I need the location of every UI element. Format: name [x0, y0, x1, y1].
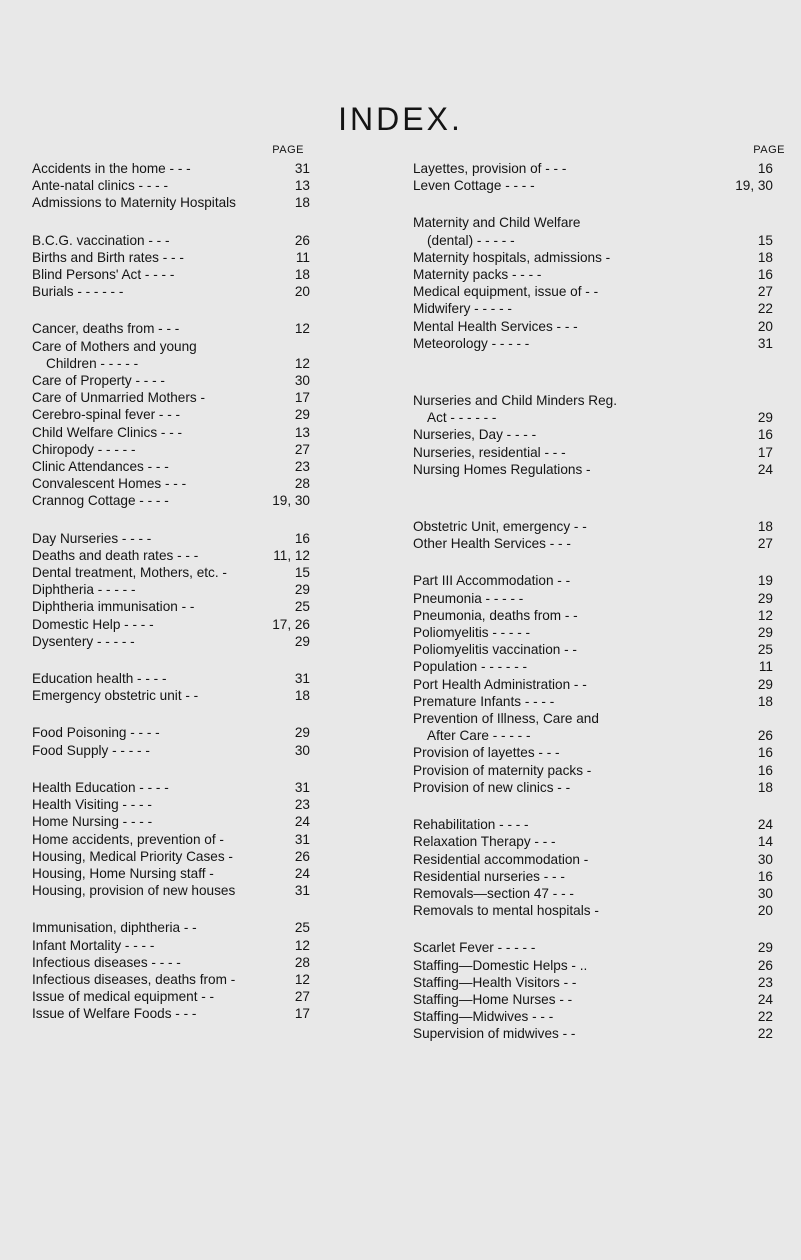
entry-page-number: 16 — [757, 267, 773, 283]
entry-text: Infant Mortality - - - - — [32, 937, 155, 953]
section-gap — [32, 759, 392, 779]
index-entry — [32, 564, 392, 581]
entry-page-number: 22 — [757, 301, 773, 317]
section-gap — [413, 372, 785, 392]
section-gap — [413, 194, 785, 214]
index-entry — [32, 283, 392, 300]
entry-text: Scarlet Fever - - - - - — [413, 940, 536, 956]
entry-page-number: 29 — [294, 725, 310, 741]
index-entry — [413, 641, 785, 658]
index-entry — [413, 444, 785, 461]
entry-page-number: 18 — [757, 519, 773, 535]
entry-page-number: 23 — [294, 459, 310, 475]
entry-page-number: 15 — [757, 232, 773, 248]
index-entry — [32, 249, 392, 266]
entry-page-number: 17 — [294, 1006, 310, 1022]
index-entry — [32, 670, 392, 687]
entry-text: Maternity and Child Welfare — [413, 215, 581, 231]
entry-text: Meteorology - - - - - — [413, 335, 530, 351]
index-entry — [413, 160, 785, 177]
section-gap — [32, 212, 392, 232]
entry-page-number: 25 — [294, 920, 310, 936]
entry-page-number: 29 — [757, 676, 773, 692]
entry-text: Removals to mental hospitals - — [413, 903, 599, 919]
index-entry — [32, 796, 392, 813]
index-entry — [32, 971, 392, 988]
index-entry — [413, 851, 785, 868]
entry-page-number: 24 — [757, 991, 773, 1007]
entry-text: Premature Infants - - - - — [413, 693, 555, 709]
entry-text: Clinic Attendances - - - — [32, 459, 169, 475]
index-entry — [413, 833, 785, 850]
index-entry — [32, 160, 392, 177]
entry-text: Chiropody - - - - - — [32, 441, 136, 457]
index-entry — [413, 744, 785, 761]
entry-text: Port Health Administration - - — [413, 676, 587, 692]
entry-page-number: 27 — [294, 441, 310, 457]
entry-page-number: 15 — [294, 565, 310, 581]
entry-text: Infectious diseases - - - - — [32, 954, 181, 970]
entry-page-number: 30 — [757, 851, 773, 867]
entry-page-number: 31 — [294, 671, 310, 687]
entry-page-number: 24 — [294, 865, 310, 881]
entry-text: Dental treatment, Mothers, etc. - — [32, 565, 227, 581]
entry-text: Part III Accommodation - - — [413, 573, 571, 589]
entry-text: Removals—section 47 - - - — [413, 885, 574, 901]
index-entry — [32, 424, 392, 441]
index-entry — [32, 633, 392, 650]
entry-text: Staffing—Home Nurses - - — [413, 991, 573, 1007]
index-entry — [413, 779, 785, 796]
entry-page-number: 18 — [294, 688, 310, 704]
entry-text: Issue of medical equipment - - — [32, 989, 215, 1005]
index-entry — [413, 658, 785, 675]
entry-page-number: 18 — [757, 779, 773, 795]
entry-page-number: 31 — [294, 883, 310, 899]
entry-page-number: 30 — [757, 885, 773, 901]
entry-text: Provision of new clinics - - — [413, 779, 571, 795]
index-entry — [32, 724, 392, 741]
index-entry — [32, 320, 392, 337]
entry-text: Cancer, deaths from - - - — [32, 321, 180, 337]
index-entry — [413, 974, 785, 991]
index-entry — [413, 1025, 785, 1042]
left-column — [32, 140, 392, 1023]
entry-page-number: 28 — [294, 476, 310, 492]
entry-text: Domestic Help - - - - — [32, 616, 154, 632]
entry-page-number: 16 — [757, 745, 773, 761]
entry-page-number: 17, 26 — [272, 616, 310, 632]
index-entry — [413, 676, 785, 693]
entry-page-number: 24 — [757, 817, 773, 833]
entry-page-number: 27 — [294, 989, 310, 1005]
entry-page-number: 29 — [757, 410, 773, 426]
section-gap — [32, 899, 392, 919]
index-entry — [413, 461, 785, 478]
entry-page-number: 24 — [757, 461, 773, 477]
index-entry — [413, 991, 785, 1008]
entry-text: Prevention of Illness, Care and — [413, 711, 599, 727]
entry-page-number: 30 — [294, 742, 310, 758]
entry-page-number: 29 — [757, 625, 773, 641]
section-gap — [32, 650, 392, 670]
entry-text: Burials - - - - - - — [32, 284, 124, 300]
index-entry — [32, 232, 392, 249]
entry-text: Staffing—Domestic Helps - .. — [413, 957, 588, 973]
index-entry — [32, 581, 392, 598]
left-entries — [32, 160, 392, 1023]
entry-page-number: 19, 30 — [735, 178, 773, 194]
entry-text: Relaxation Therapy - - - — [413, 834, 556, 850]
index-entry — [32, 194, 392, 211]
entry-text: Accidents in the home - - - — [32, 161, 191, 176]
page-title: INDEX. — [338, 101, 463, 138]
index-entry — [413, 409, 785, 426]
entry-page-number: 19, 30 — [272, 493, 310, 509]
index-entry — [32, 547, 392, 564]
entry-page-number: 12 — [294, 355, 310, 371]
index-entry — [413, 624, 785, 641]
entry-page-number: 23 — [757, 974, 773, 990]
index-entry — [413, 518, 785, 535]
entry-text: Nurseries, residential - - - — [413, 444, 566, 460]
entry-text: Other Health Services - - - — [413, 536, 571, 552]
entry-page-number: 23 — [294, 797, 310, 813]
entry-text: Pneumonia, deaths from - - — [413, 607, 578, 623]
entry-page-number: 16 — [757, 427, 773, 443]
entry-page-number: 29 — [294, 633, 310, 649]
entry-text: Issue of Welfare Foods - - - — [32, 1006, 197, 1022]
entry-page-number: 31 — [294, 779, 310, 795]
entry-page-number: 31 — [294, 161, 310, 176]
entry-text: Midwifery - - - - - — [413, 301, 512, 317]
entry-page-number: 11 — [295, 249, 310, 265]
entry-page-number: 18 — [757, 693, 773, 709]
entry-text: B.C.G. vaccination - - - — [32, 232, 170, 248]
index-entry — [32, 372, 392, 389]
entry-text: Immunisation, diphtheria - - — [32, 920, 197, 936]
entry-page-number: 16 — [757, 762, 773, 778]
index-entry — [32, 742, 392, 759]
entry-text: Obstetric Unit, emergency - - — [413, 519, 587, 535]
index-entry — [413, 1008, 785, 1025]
index-entry — [413, 816, 785, 833]
entry-text: Pneumonia - - - - - — [413, 590, 524, 606]
index-entry — [413, 249, 785, 266]
entry-text: Medical equipment, issue of - - — [413, 284, 599, 300]
entry-text: Nurseries and Child Minders Reg. — [413, 393, 617, 409]
index-entry — [32, 919, 392, 936]
entry-text: Staffing—Health Visitors - - — [413, 974, 577, 990]
index-entry — [32, 338, 392, 355]
entry-text: Layettes, provision of - - - — [413, 161, 567, 176]
entry-page-number: 18 — [757, 249, 773, 265]
entry-page-number: 13 — [294, 178, 310, 194]
entry-text: Dysentery - - - - - — [32, 633, 135, 649]
entry-page-number: 12 — [294, 971, 310, 987]
entry-text: Cerebro-spinal fever - - - — [32, 407, 181, 423]
entry-page-number: 12 — [294, 321, 310, 337]
entry-text: Diphtheria immunisation - - — [32, 599, 195, 615]
entry-text: Emergency obstetric unit - - — [32, 688, 199, 704]
index-entry — [32, 441, 392, 458]
entry-page-number: 12 — [294, 937, 310, 953]
entry-page-number: 18 — [294, 195, 310, 211]
index-entry — [413, 392, 785, 409]
right-entries — [413, 160, 785, 1043]
entry-text: Care of Property - - - - — [32, 373, 165, 389]
entry-text: Convalescent Homes - - - — [32, 476, 187, 492]
index-entry — [413, 335, 785, 352]
entry-page-number: 20 — [294, 284, 310, 300]
index-entry — [32, 389, 392, 406]
entry-text: Ante-natal clinics - - - - — [32, 178, 168, 194]
entry-text: Children - - - - - — [46, 355, 139, 371]
entry-text: Home Nursing - - - - — [32, 814, 153, 830]
entry-text: Maternity packs - - - - — [413, 267, 542, 283]
entry-page-number: 11 — [758, 659, 773, 675]
entry-page-number: 16 — [757, 868, 773, 884]
entry-page-number: 14 — [757, 834, 773, 850]
entry-text: Housing, Medical Priority Cases - — [32, 848, 233, 864]
index-entry — [32, 458, 392, 475]
entry-page-number: 27 — [757, 284, 773, 300]
entry-page-number: 26 — [757, 957, 773, 973]
index-entry — [32, 937, 392, 954]
entry-text: Housing, Home Nursing staff - — [32, 865, 214, 881]
entry-page-number: 22 — [757, 1009, 773, 1025]
entry-text: Population - - - - - - — [413, 659, 528, 675]
index-entry — [32, 616, 392, 633]
entry-page-number: 30 — [294, 373, 310, 389]
index-entry — [32, 177, 392, 194]
entry-text: Maternity hospitals, admissions - — [413, 249, 611, 265]
entry-page-number: 29 — [757, 940, 773, 956]
entry-text: Day Nurseries - - - - — [32, 530, 152, 546]
entry-text: After Care - - - - - — [427, 728, 531, 744]
index-entry — [413, 957, 785, 974]
index-entry — [32, 954, 392, 971]
entry-page-number: 26 — [757, 728, 773, 744]
entry-text: Food Poisoning - - - - — [32, 725, 160, 741]
section-gap — [413, 478, 785, 498]
index-entry — [413, 693, 785, 710]
entry-text: Health Education - - - - — [32, 779, 169, 795]
entry-page-number: 26 — [294, 848, 310, 864]
index-entry — [413, 710, 785, 727]
entry-text: Food Supply - - - - - — [32, 742, 150, 758]
index-entry — [413, 762, 785, 779]
entry-text: (dental) - - - - - — [427, 232, 515, 248]
index-entry — [413, 426, 785, 443]
index-entry — [413, 902, 785, 919]
index-entry — [32, 266, 392, 283]
section-gap — [32, 704, 392, 724]
entry-page-number: 26 — [294, 232, 310, 248]
entry-text: Poliomyelitis vaccination - - — [413, 642, 577, 658]
entry-text: Births and Birth rates - - - — [32, 249, 184, 265]
index-entry — [413, 607, 785, 624]
index-entry — [413, 572, 785, 589]
entry-page-number: 16 — [757, 161, 773, 176]
index-entry — [413, 232, 785, 249]
entry-page-number: 24 — [294, 814, 310, 830]
entry-text: Nursing Homes Regulations - — [413, 461, 591, 477]
section-gap — [413, 498, 785, 518]
entry-text: Residential accommodation - — [413, 851, 589, 867]
entry-text: Deaths and death rates - - - — [32, 547, 199, 563]
index-entry — [32, 687, 392, 704]
entry-text: Housing, provision of new houses — [32, 883, 236, 899]
index-entry — [413, 727, 785, 744]
entry-page-number: 17 — [757, 444, 773, 460]
index-entry — [413, 266, 785, 283]
index-entry — [413, 535, 785, 552]
entry-text: Home accidents, prevention of - — [32, 831, 224, 847]
index-entry — [413, 283, 785, 300]
entry-page-number: 16 — [294, 530, 310, 546]
section-gap — [32, 300, 392, 320]
entry-text: Crannog Cottage - - - - — [32, 493, 169, 509]
entry-text: Child Welfare Clinics - - - — [32, 424, 183, 440]
index-entry — [32, 988, 392, 1005]
entry-page-number: 27 — [757, 536, 773, 552]
index-entry — [413, 300, 785, 317]
entry-page-number: 31 — [757, 335, 773, 351]
entry-page-number: 12 — [757, 607, 773, 623]
entry-text: Staffing—Midwives - - - — [413, 1009, 554, 1025]
index-entry — [32, 475, 392, 492]
index-entry — [32, 530, 392, 547]
index-entry — [32, 406, 392, 423]
entry-text: Admissions to Maternity Hospitals — [32, 195, 236, 211]
right-page-heading — [413, 140, 785, 160]
index-entry — [32, 779, 392, 796]
entry-text: Supervision of midwives - - — [413, 1026, 576, 1042]
index-entry — [32, 813, 392, 830]
entry-page-number: 20 — [757, 903, 773, 919]
entry-page-number: 18 — [294, 267, 310, 283]
right-column — [413, 140, 785, 1043]
entry-text: Nurseries, Day - - - - — [413, 427, 537, 443]
index-entry — [32, 355, 392, 372]
entry-page-number: 29 — [757, 590, 773, 606]
entry-page-number: 29 — [294, 582, 310, 598]
entry-page-number: 13 — [294, 424, 310, 440]
entry-page-number: 29 — [294, 407, 310, 423]
index-entry — [32, 492, 392, 509]
index-entry — [413, 590, 785, 607]
entry-text: Leven Cottage - - - - — [413, 178, 535, 194]
page-column-label: PAGE — [272, 144, 304, 156]
entry-page-number: 25 — [757, 642, 773, 658]
index-entry — [413, 214, 785, 231]
index-entry — [413, 885, 785, 902]
entry-text: Act - - - - - - — [427, 410, 497, 426]
section-gap — [32, 510, 392, 530]
entry-page-number: 19 — [757, 573, 773, 589]
entry-page-number: 11, 12 — [273, 547, 310, 563]
index-entry — [413, 868, 785, 885]
left-page-heading — [32, 140, 392, 160]
section-gap — [413, 796, 785, 816]
index-entry — [32, 882, 392, 899]
section-gap — [413, 552, 785, 572]
entry-text: Provision of layettes - - - — [413, 745, 560, 761]
entry-page-number: 28 — [294, 954, 310, 970]
entry-text: Residential nurseries - - - — [413, 868, 565, 884]
entry-text: Infectious diseases, deaths from - — [32, 971, 236, 987]
entry-text: Mental Health Services - - - — [413, 318, 578, 334]
entry-page-number: 17 — [294, 390, 310, 406]
entry-text: Diphtheria - - - - - — [32, 582, 136, 598]
page-column-label: PAGE — [753, 144, 785, 156]
entry-page-number: 25 — [294, 599, 310, 615]
index-entry — [413, 939, 785, 956]
entry-page-number: 31 — [294, 831, 310, 847]
index-entry — [32, 598, 392, 615]
entry-page-number: 20 — [757, 318, 773, 334]
entry-text: Education health - - - - — [32, 671, 167, 687]
entry-text: Poliomyelitis - - - - - — [413, 625, 531, 641]
index-entry — [32, 831, 392, 848]
index-entry — [32, 865, 392, 882]
entry-text: Rehabilitation - - - - — [413, 817, 529, 833]
entry-page-number: 22 — [757, 1026, 773, 1042]
section-gap — [413, 919, 785, 939]
index-entry — [32, 1005, 392, 1022]
entry-text: Blind Persons' Act - - - - — [32, 267, 175, 283]
entry-text: Care of Unmarried Mothers - — [32, 390, 205, 406]
section-gap — [413, 352, 785, 372]
entry-text: Health Visiting - - - - — [32, 797, 152, 813]
index-entry — [413, 177, 785, 194]
entry-text: Provision of maternity packs - — [413, 762, 592, 778]
index-entry — [32, 848, 392, 865]
index-entry — [413, 318, 785, 335]
entry-text: Care of Mothers and young — [32, 338, 197, 354]
